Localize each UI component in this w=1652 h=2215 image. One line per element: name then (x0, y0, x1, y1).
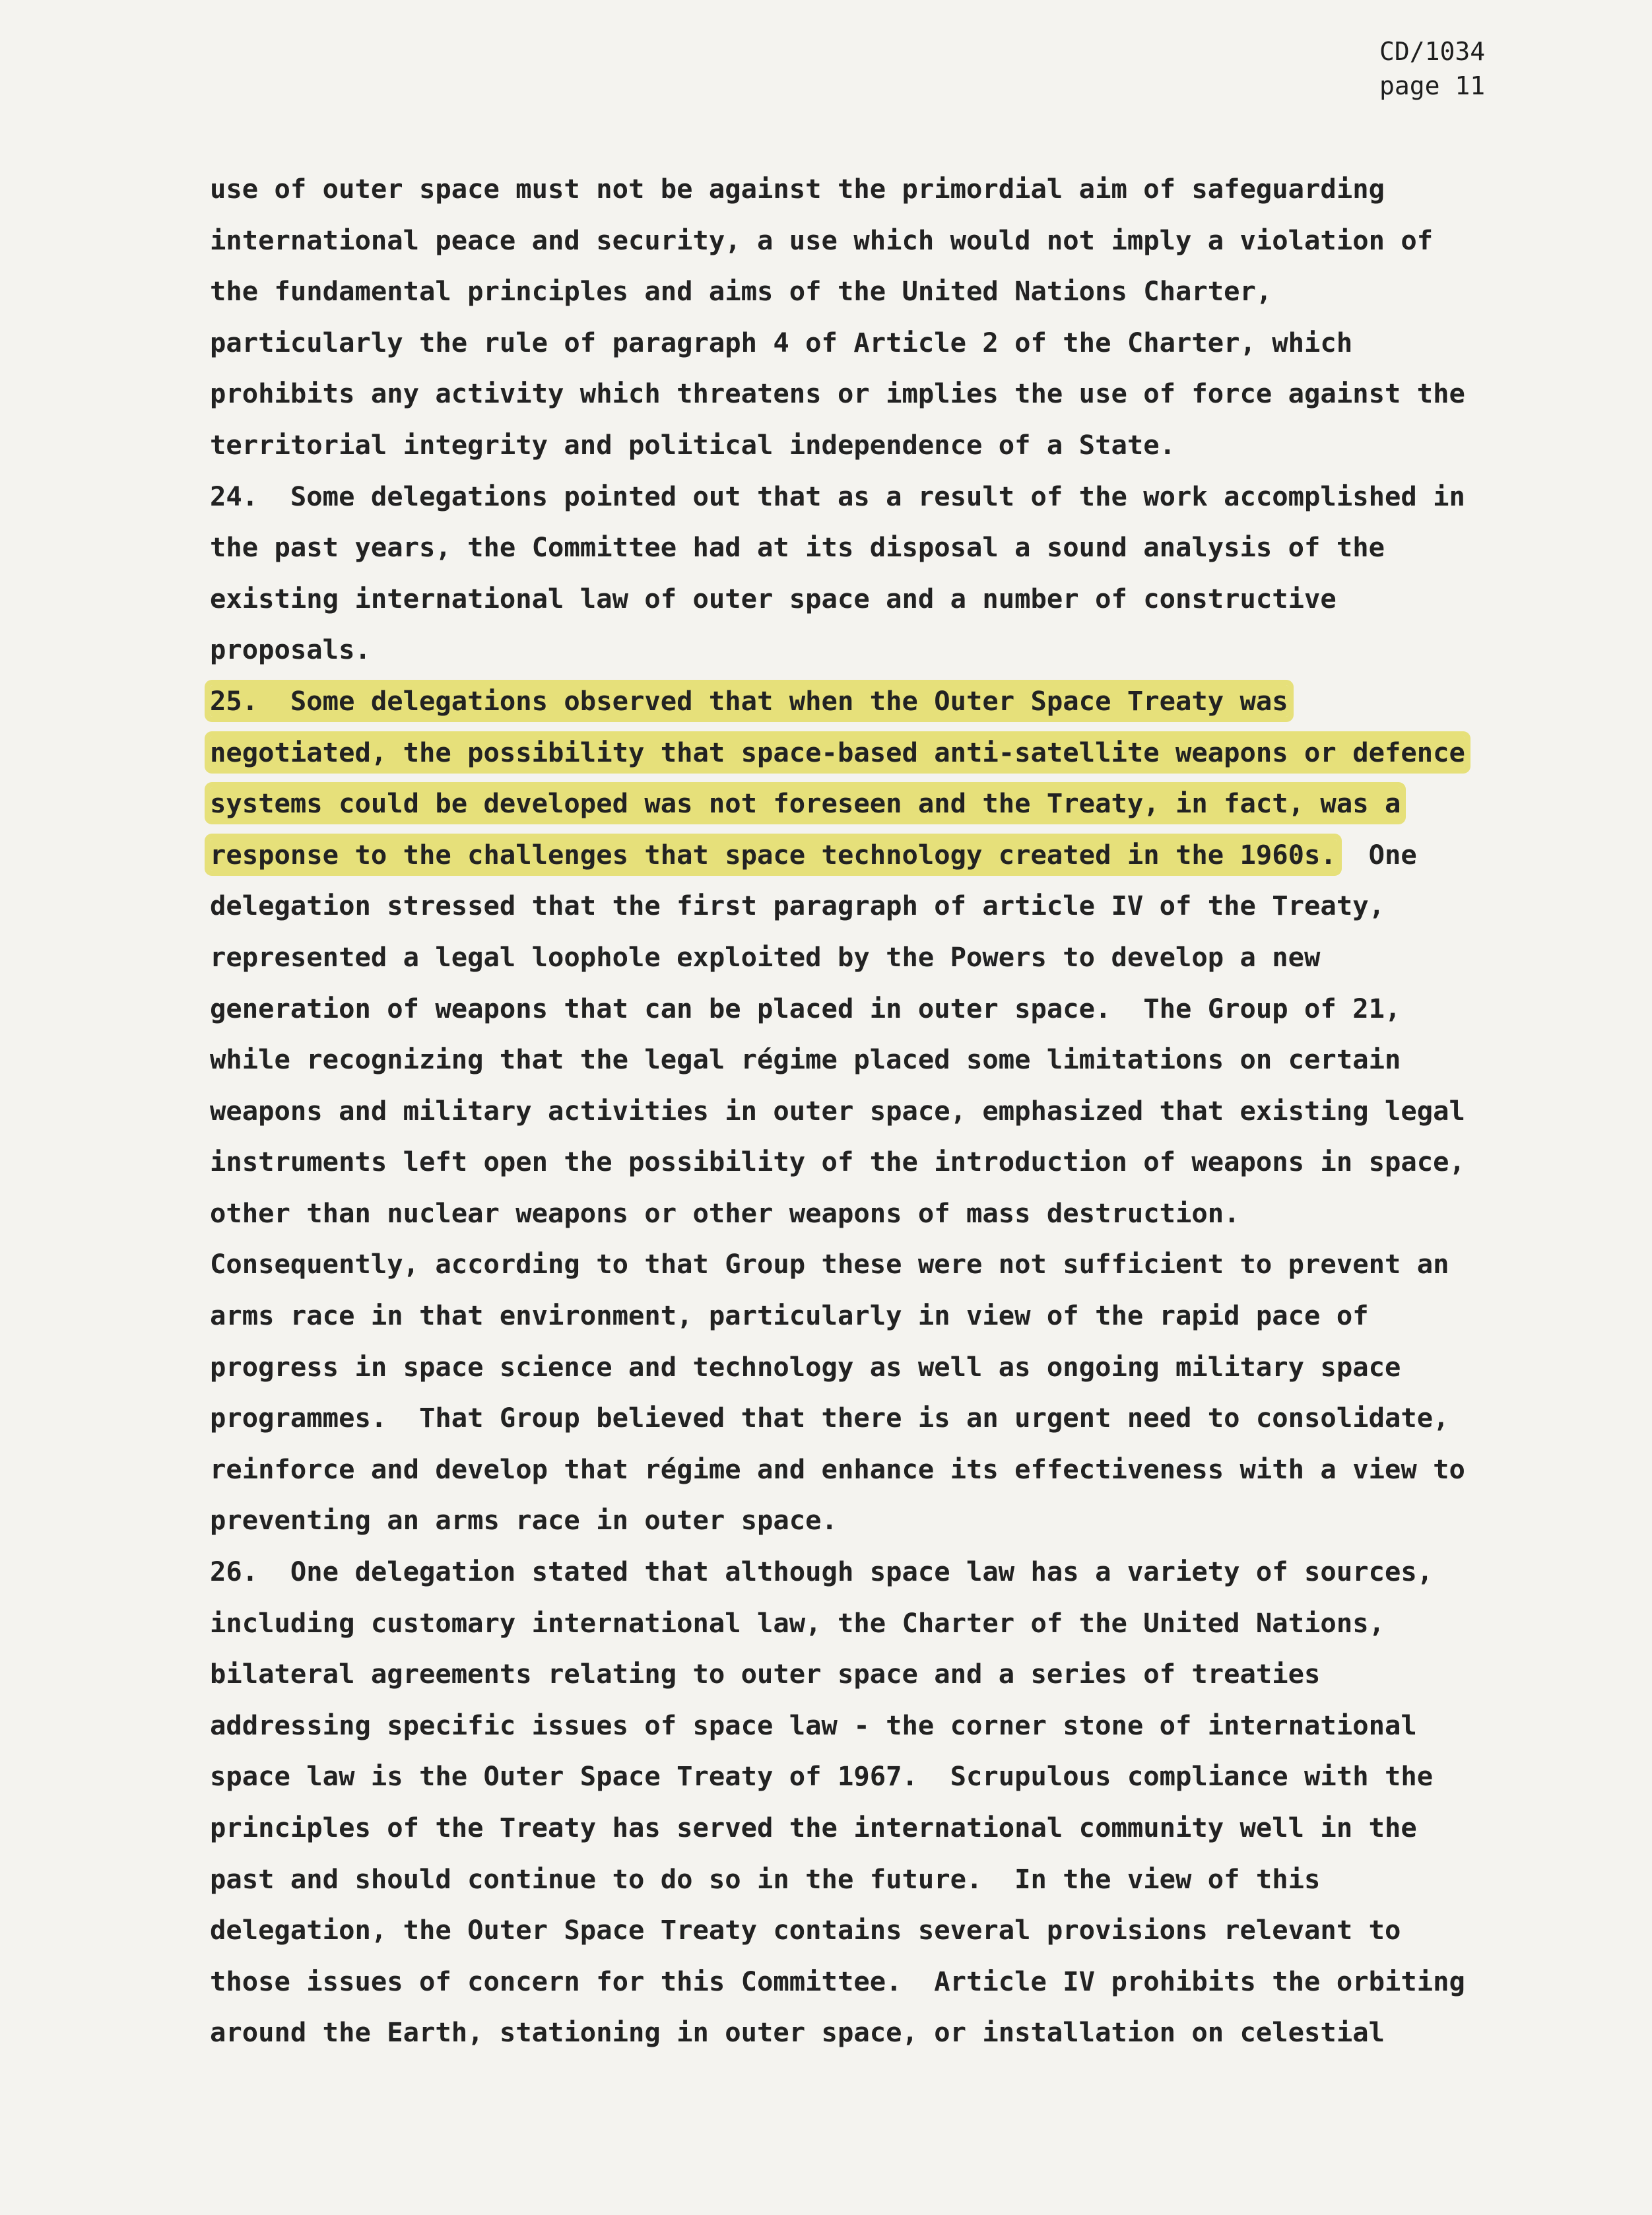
line-text: including customary international law, the Charter of the United Nations, (210, 1606, 1385, 1639)
line-text: delegation, the Outer Space Treaty contains several provisions relevant to (210, 1914, 1401, 1946)
text-line (210, 215, 1563, 267)
text-line (210, 1086, 1563, 1137)
text-line (210, 368, 1563, 420)
highlighted-text: systems could be developed was not foreseen and the Treaty, in fact, was a (210, 787, 1401, 820)
line-text: other than nuclear weapons or other weapons of mass destruction. (210, 1197, 1240, 1229)
line-text: while recognizing that the legal régime placed some limitations on certain (210, 1043, 1401, 1076)
line-text: Consequently, according to that Group these were not sufficient to prevent an (210, 1248, 1449, 1280)
text-line (210, 778, 1563, 830)
line-text: particularly the rule of paragraph 4 of Article 2 of the Charter, which (210, 326, 1353, 358)
text-line (210, 1905, 1563, 1956)
text-line (210, 1649, 1563, 1700)
line-text: addressing specific issues of space law - the corner stone of international (210, 1709, 1417, 1741)
highlighted-text: 25. Some delegations observed that when the Outer Space Treaty was (210, 684, 1288, 717)
text-line (210, 983, 1563, 1035)
line-text: programmes. That Group believed that there is an urgent need to consolidate, (210, 1402, 1449, 1434)
text-line (210, 1700, 1563, 1752)
text-line (210, 727, 1563, 779)
page-header (1379, 34, 1485, 103)
text-line (210, 1802, 1563, 1854)
text-line (210, 624, 1563, 676)
line-text: instruments left open the possibility of the introduction of weapons in space, (210, 1146, 1465, 1178)
line-text: preventing an arms race in outer space. (210, 1504, 838, 1537)
text-line (210, 1188, 1563, 1240)
text-line (210, 676, 1563, 727)
line-text: generation of weapons that can be placed in outer space. The Group of 21, (210, 992, 1401, 1024)
text-line (210, 1393, 1563, 1444)
text-line (210, 1598, 1563, 1649)
text-line (210, 1137, 1563, 1188)
line-text: delegation stressed that the first paragraph of article IV of the Treaty, (210, 890, 1385, 922)
line-text: One (1336, 838, 1417, 871)
line-text: use of outer space must not be against the primordial aim of safeguarding (210, 173, 1385, 205)
text-line (210, 266, 1563, 317)
text-line (210, 1854, 1563, 1905)
line-text: represented a legal loophole exploited by the Powers to develop a new (210, 941, 1321, 973)
line-text: space law is the Outer Space Treaty of 1967. Scrupulous compliance with the (210, 1760, 1434, 1793)
line-text: weapons and military activities in outer space, emphasized that existing legal (210, 1094, 1465, 1127)
line-text: 26. One delegation stated that although space law has a variety of sources, (210, 1556, 1434, 1588)
text-line (210, 932, 1563, 983)
line-text: reinforce and develop that régime and enhance its effectiveness with a view to (210, 1453, 1465, 1485)
text-line (210, 1751, 1563, 1802)
line-text: those issues of concern for this Committee. Article IV prohibits the orbiting (210, 1965, 1465, 1997)
line-text: bilateral agreements relating to outer space and a series of treaties (210, 1658, 1321, 1690)
text-line (210, 420, 1563, 471)
text-line (210, 830, 1563, 881)
highlighted-text: response to the challenges that space technology created in the 1960s. (210, 838, 1337, 871)
line-text: existing international law of outer space and a number of constructive (210, 582, 1337, 614)
text-line (210, 1034, 1563, 1086)
text-line (210, 2007, 1563, 2059)
line-text: prohibits any activity which threatens or implies the use of force against the (210, 378, 1465, 410)
line-text: past and should continue to do so in the future. In the view of this (210, 1863, 1321, 1895)
line-text: 24. Some delegations pointed out that as a result of the work accomplished in (210, 480, 1465, 512)
line-text: the past years, the Committee had at its disposal a sound analysis of the (210, 531, 1385, 564)
text-line (210, 880, 1563, 932)
body-text (210, 164, 1563, 2059)
line-text: progress in space science and technology as well as ongoing military space (210, 1350, 1401, 1383)
text-line (210, 164, 1563, 215)
text-line (210, 1956, 1563, 2008)
page-number: page 11 (1379, 71, 1486, 100)
highlighted-text: negotiated, the possibility that space-based anti-satellite weapons or defence (210, 736, 1465, 768)
text-line (210, 1495, 1563, 1546)
text-line (210, 574, 1563, 625)
text-line (210, 317, 1563, 369)
line-text: territorial integrity and political independence of a State. (210, 428, 1175, 461)
text-line (210, 1342, 1563, 1393)
line-text: around the Earth, stationing in outer space, or installation on celestial (210, 2016, 1385, 2049)
line-text: the fundamental principles and aims of the United Nations Charter, (210, 275, 1272, 308)
text-line (210, 1444, 1563, 1496)
text-line (210, 522, 1563, 574)
line-text: proposals. (210, 634, 371, 666)
text-line (210, 1239, 1563, 1290)
text-line (210, 1546, 1563, 1598)
line-text: arms race in that environment, particularly in view of the rapid pace of (210, 1300, 1369, 1332)
text-line (210, 1290, 1563, 1342)
document-symbol: CD/1034 (1379, 37, 1486, 66)
line-text: international peace and security, a use which would not imply a violation of (210, 224, 1434, 256)
text-line (210, 471, 1563, 523)
line-text: principles of the Treaty has served the international community well in the (210, 1812, 1417, 1843)
